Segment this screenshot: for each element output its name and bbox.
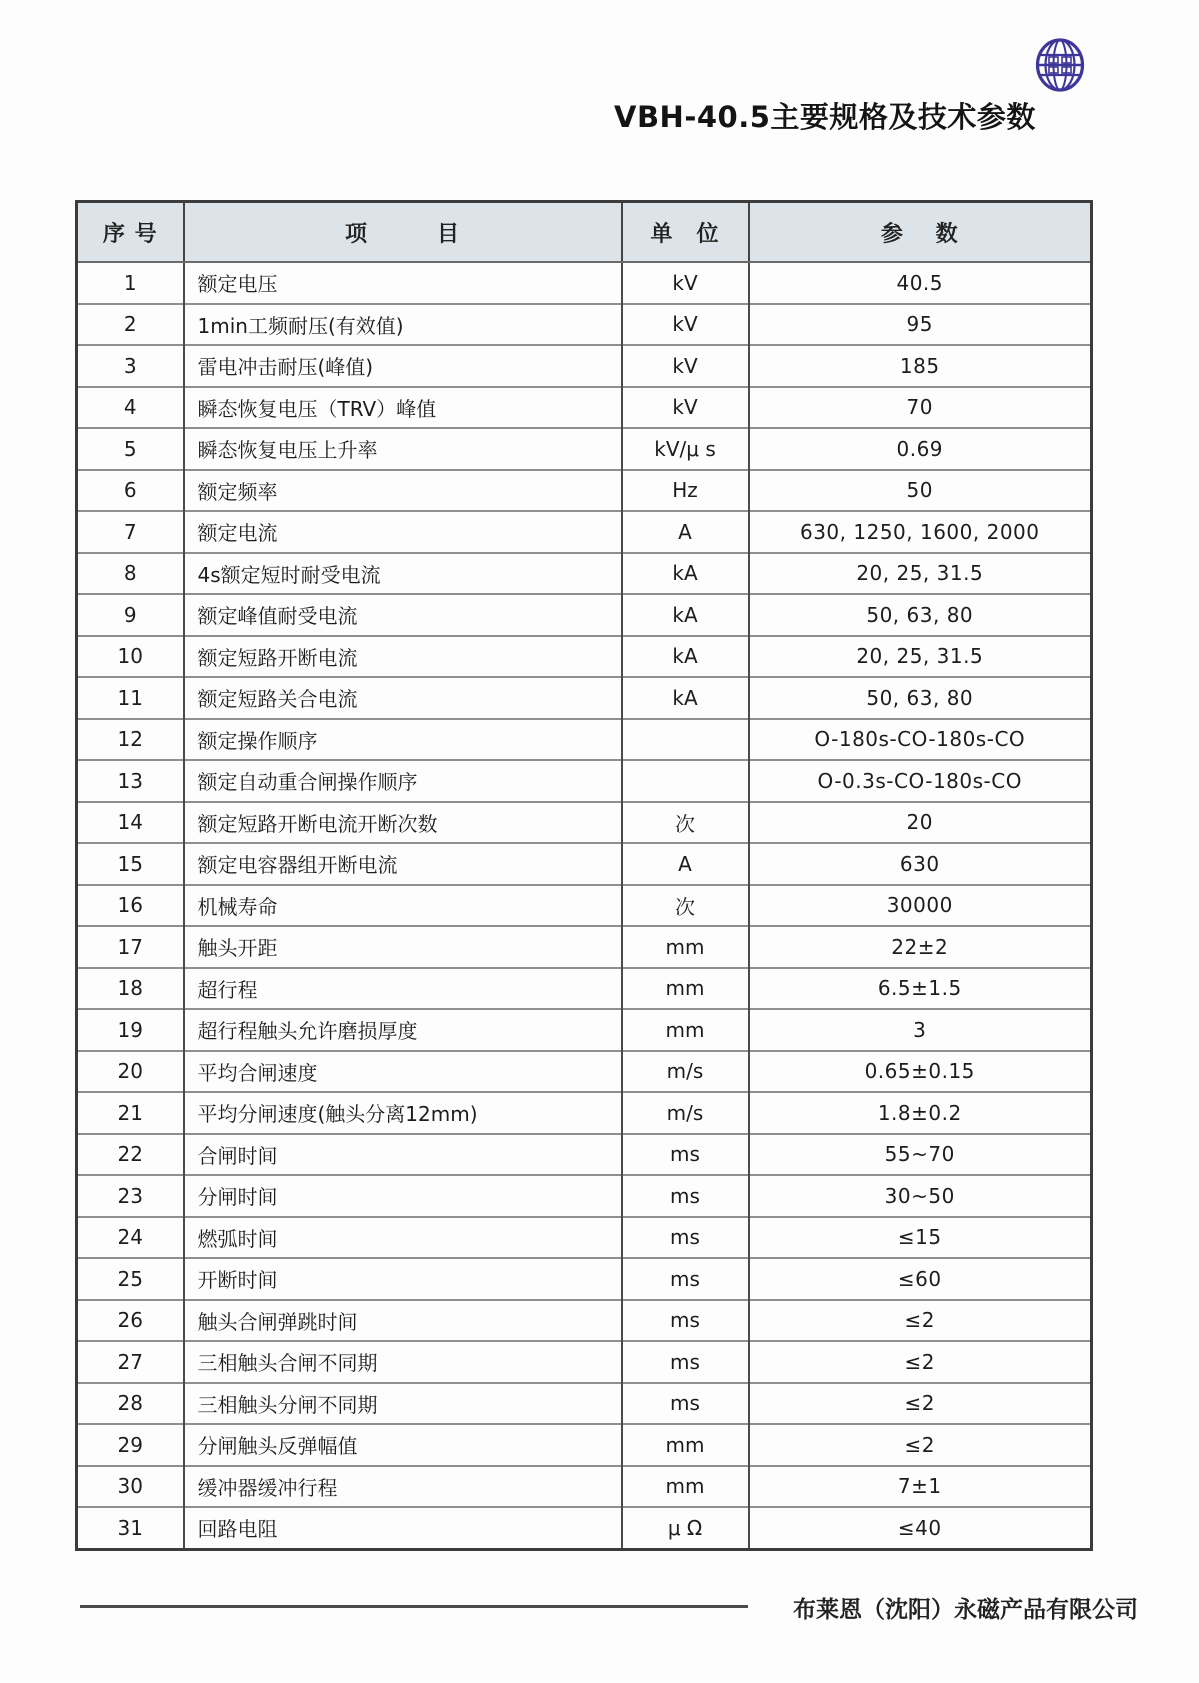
cell-value: 70 [749, 387, 1092, 429]
cell-no: 17 [77, 926, 184, 968]
cell-unit: ms [622, 1258, 749, 1300]
cell-no: 8 [77, 553, 184, 595]
table-row [77, 968, 1092, 1010]
table-row [77, 1383, 1092, 1425]
table-row [77, 760, 1092, 802]
col-header-unit: 单 位 [622, 202, 749, 263]
cell-value: 630, 1250, 1600, 2000 [749, 511, 1092, 553]
table-row [77, 843, 1092, 885]
table-row [77, 470, 1092, 512]
cell-no: 15 [77, 843, 184, 885]
cell-value: 0.69 [749, 428, 1092, 470]
cell-no: 13 [77, 760, 184, 802]
cell-item: 分闸时间 [184, 1175, 622, 1217]
cell-item: 额定短路开断电流开断次数 [184, 802, 622, 844]
spec-table-body [77, 262, 1092, 1549]
cell-item: 缓冲器缓冲行程 [184, 1466, 622, 1508]
cell-item: 超行程 [184, 968, 622, 1010]
cell-item: 额定短路关合电流 [184, 677, 622, 719]
cell-item: 平均合闸速度 [184, 1051, 622, 1093]
cell-item: 回路电阻 [184, 1507, 622, 1549]
table-row [77, 345, 1092, 387]
cell-value: 20 [749, 802, 1092, 844]
cell-no: 22 [77, 1134, 184, 1176]
cell-item: 触头开距 [184, 926, 622, 968]
table-row [77, 428, 1092, 470]
cell-unit [622, 760, 749, 802]
table-row [77, 1175, 1092, 1217]
cell-value: 50 [749, 470, 1092, 512]
table-row [77, 511, 1092, 553]
cell-unit: kV/μ s [622, 428, 749, 470]
table-row [77, 802, 1092, 844]
cell-unit: ms [622, 1175, 749, 1217]
header-row [77, 202, 1092, 263]
cell-item: 分闸触头反弹幅值 [184, 1424, 622, 1466]
cell-unit: kV [622, 345, 749, 387]
cell-no: 27 [77, 1341, 184, 1383]
cell-value: 630 [749, 843, 1092, 885]
footer-rule [80, 1605, 748, 1608]
cell-value: O-0.3s-CO-180s-CO [749, 760, 1092, 802]
cell-value: 95 [749, 304, 1092, 346]
cell-no: 3 [77, 345, 184, 387]
cell-no: 30 [77, 1466, 184, 1508]
cell-no: 19 [77, 1009, 184, 1051]
cell-item: 额定峰值耐受电流 [184, 594, 622, 636]
cell-value: 0.65±0.15 [749, 1051, 1092, 1093]
cell-value: ≤2 [749, 1341, 1092, 1383]
table-row [77, 885, 1092, 927]
cell-item: 瞬态恢复电压上升率 [184, 428, 622, 470]
table-row [77, 1051, 1092, 1093]
cell-value: ≤15 [749, 1217, 1092, 1259]
cell-no: 1 [123, 270, 137, 295]
table-row [77, 1466, 1092, 1508]
cell-no: 18 [77, 968, 184, 1010]
cell-value: 40.5 [749, 262, 1092, 304]
cell-unit: mm [622, 1424, 749, 1466]
cell-item: 1min工频耐压(有效值) [184, 304, 622, 346]
cell-no: 14 [77, 802, 184, 844]
cell-no: 7 [77, 511, 184, 553]
cell-value: 20, 25, 31.5 [749, 636, 1092, 678]
cell-value: ≤2 [749, 1424, 1092, 1466]
cell-item: 雷电冲击耐压(峰值) [184, 345, 622, 387]
cell-item: 燃弧时间 [184, 1217, 622, 1259]
table-row [77, 1009, 1092, 1051]
globe-logo-icon [1035, 37, 1085, 93]
cell-no: 10 [77, 636, 184, 678]
cell-unit: kV [622, 262, 749, 304]
cell-unit: m/s [622, 1092, 749, 1134]
table-row [77, 677, 1092, 719]
cell-value: 55~70 [749, 1134, 1092, 1176]
cell-unit: 次 [622, 885, 749, 927]
cell-value: ≤40 [749, 1507, 1092, 1549]
cell-item: 额定电容器组开断电流 [184, 843, 622, 885]
spec-table [75, 200, 1093, 1551]
cell-unit: mm [622, 926, 749, 968]
cell-item: 额定电压 [184, 262, 622, 304]
cell-value: 50, 63, 80 [749, 677, 1092, 719]
cell-no: 23 [77, 1175, 184, 1217]
cell-value: ≤2 [749, 1383, 1092, 1425]
cell-item: 额定自动重合闸操作顺序 [184, 760, 622, 802]
cell-unit: kA [622, 636, 749, 678]
table-row [77, 1424, 1092, 1466]
cell-no: 25 [77, 1258, 184, 1300]
page-title: VBH-40.5主要规格及技术参数 [614, 100, 1036, 135]
cell-unit: ms [622, 1341, 749, 1383]
cell-item: 额定短路开断电流 [184, 636, 622, 678]
cell-unit: 次 [622, 802, 749, 844]
cell-value: 185 [749, 345, 1092, 387]
cell-no: 26 [77, 1300, 184, 1342]
cell-no: 21 [77, 1092, 184, 1134]
cell-no: 24 [77, 1217, 184, 1259]
cell-unit: kV [622, 304, 749, 346]
cell-unit: ms [622, 1383, 749, 1425]
cell-item: 三相触头合闸不同期 [184, 1341, 622, 1383]
cell-item: 额定电流 [184, 511, 622, 553]
table-row [77, 1217, 1092, 1259]
table-row [77, 1341, 1092, 1383]
cell-no: 28 [77, 1383, 184, 1425]
table-row [77, 553, 1092, 595]
cell-unit: Hz [622, 470, 749, 512]
cell-unit: A [622, 511, 749, 553]
cell-value: 3 [749, 1009, 1092, 1051]
cell-unit: ms [622, 1217, 749, 1259]
cell-item: 机械寿命 [184, 885, 622, 927]
col-header-no: 序 号 [77, 202, 184, 263]
table-row [77, 1134, 1092, 1176]
cell-no: 6 [77, 470, 184, 512]
cell-item: 三相触头分闸不同期 [184, 1383, 622, 1425]
table-row [77, 1300, 1092, 1342]
cell-item: 瞬态恢复电压（TRV）峰值 [184, 387, 622, 429]
cell-value: 6.5±1.5 [749, 968, 1092, 1010]
cell-unit [622, 719, 749, 761]
footer-company-name: 布莱恩（沈阳）永磁产品有限公司 [793, 1597, 1138, 1623]
cell-no: 16 [77, 885, 184, 927]
cell-value: O-180s-CO-180s-CO [749, 719, 1092, 761]
cell-item: 额定频率 [184, 470, 622, 512]
cell-value: 7±1 [749, 1466, 1092, 1508]
cell-item: 合闸时间 [184, 1134, 622, 1176]
table-row [77, 594, 1092, 636]
cell-item: 触头合闸弹跳时间 [184, 1300, 622, 1342]
cell-value: 30~50 [749, 1175, 1092, 1217]
cell-unit: ms [622, 1300, 749, 1342]
cell-item: 开断时间 [184, 1258, 622, 1300]
cell-no: 9 [77, 594, 184, 636]
cell-no: 11 [77, 677, 184, 719]
cell-unit: mm [622, 1009, 749, 1051]
cell-value: 50, 63, 80 [749, 594, 1092, 636]
cell-value: 30000 [749, 885, 1092, 927]
cell-no: 31 [77, 1507, 184, 1549]
col-header-item: 项 目 [184, 202, 622, 263]
table-row [77, 1258, 1092, 1300]
cell-unit: mm [622, 968, 749, 1010]
cell-no: 12 [77, 719, 184, 761]
table-row [77, 926, 1092, 968]
table-row [77, 636, 1092, 678]
table-row [77, 387, 1092, 429]
cell-no: 5 [77, 428, 184, 470]
cell-unit: kV [622, 387, 749, 429]
table-row [77, 262, 1092, 304]
cell-item: 额定操作顺序 [184, 719, 622, 761]
table-row [77, 1507, 1092, 1549]
cell-item: 超行程触头允许磨损厚度 [184, 1009, 622, 1051]
cell-value: ≤2 [749, 1300, 1092, 1342]
cell-unit: kA [622, 553, 749, 595]
cell-unit: m/s [622, 1051, 749, 1093]
cell-no: 20 [77, 1051, 184, 1093]
cell-item: 平均分闸速度(触头分离12mm) [184, 1092, 622, 1134]
col-header-value: 参 数 [749, 202, 1092, 263]
cell-value: ≤60 [749, 1258, 1092, 1300]
cell-unit: kA [622, 677, 749, 719]
cell-no: 2 [77, 304, 184, 346]
cell-no: 4 [77, 387, 184, 429]
cell-unit: kA [622, 594, 749, 636]
cell-value: 20, 25, 31.5 [749, 553, 1092, 595]
cell-unit: mm [622, 1466, 749, 1508]
table-row [77, 719, 1092, 761]
table-row [77, 1092, 1092, 1134]
cell-value: 1.8±0.2 [749, 1092, 1092, 1134]
cell-no: 29 [77, 1424, 184, 1466]
cell-unit: A [622, 843, 749, 885]
cell-item: 4s额定短时耐受电流 [184, 553, 622, 595]
cell-value: 22±2 [749, 926, 1092, 968]
cell-unit: μ Ω [622, 1507, 749, 1549]
cell-unit: ms [622, 1134, 749, 1176]
table-row [77, 304, 1092, 346]
